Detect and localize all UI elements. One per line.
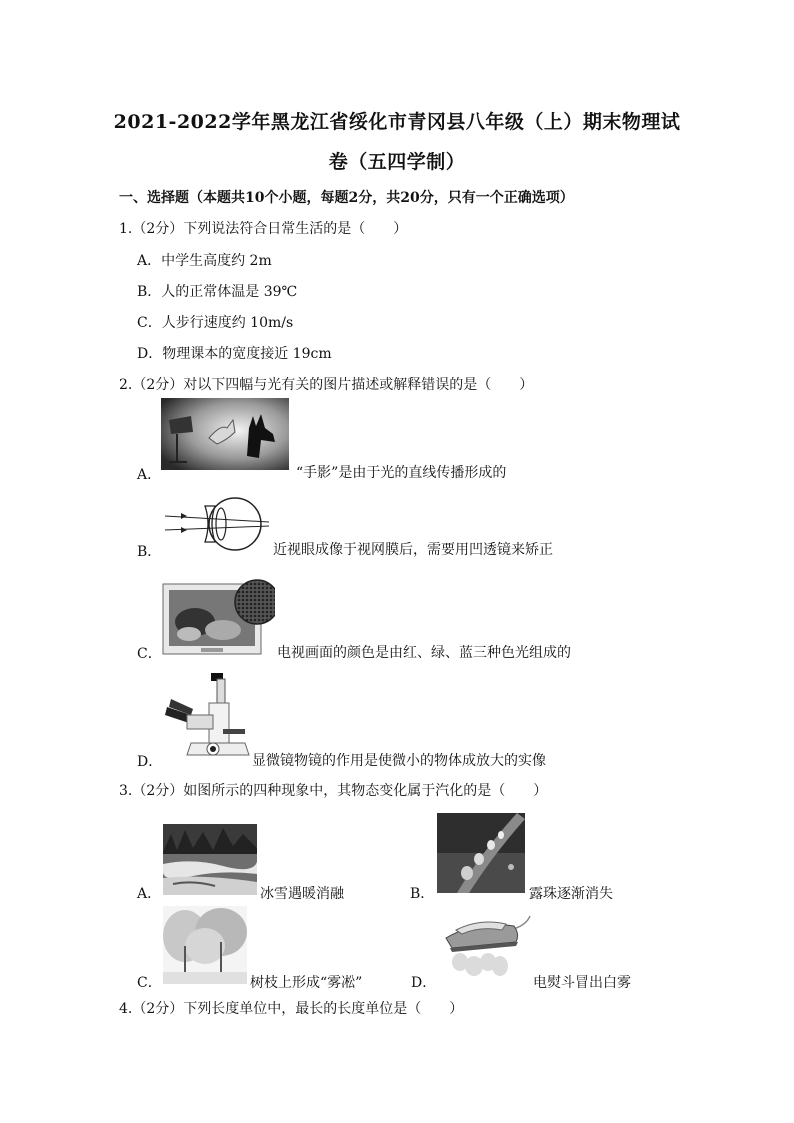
question-1-option-c[interactable]: C．人步行速度约 10m/s	[137, 315, 294, 331]
question-1-option-d[interactable]: D．物理课本的宽度接近 19cm	[137, 346, 332, 362]
question-4-stem: 4.（2分）下列长度单位中，最长的长度单位是（ ）	[119, 1001, 464, 1017]
page-title-line-1: 2021-2022学年黑龙江省绥化市青冈县八年级（上）期末物理试	[113, 111, 681, 133]
question-2-option-a-text: “手影”是由于光的直线传播形成的	[296, 465, 507, 481]
question-2-option-b-letter[interactable]: B．	[137, 544, 162, 560]
question-3-option-b-text: 露珠逐渐消失	[529, 886, 613, 902]
question-3-option-a-letter[interactable]: A．	[137, 886, 162, 902]
tv-screen-image	[161, 578, 275, 658]
question-3-option-b-letter[interactable]: B．	[410, 886, 435, 902]
melting-snow-image	[163, 824, 257, 895]
hand-shadow-image	[161, 398, 289, 470]
question-3-option-c-text: 树枝上形成“雾凇”	[250, 975, 363, 991]
microscope-image	[161, 671, 253, 763]
question-2-option-c-text: 电视画面的颜色是由红、绿、蓝三种色光组成的	[277, 645, 571, 661]
question-1-option-a[interactable]: A．中学生高度约 2m	[137, 253, 272, 269]
eye-lens-diagram	[161, 494, 273, 554]
page-title-line-2: 卷（五四学制）	[328, 151, 466, 173]
question-2-option-a-letter[interactable]: A．	[137, 467, 162, 483]
question-3-stem: 3.（2分）如图所示的四种现象中，其物态变化属于汽化的是（ ）	[119, 783, 548, 799]
question-2-stem: 2.（2分）对以下四幅与光有关的图片描述或解释错误的是（ ）	[119, 377, 534, 393]
question-2-option-b-text: 近视眼成像于视网膜后，需要用凹透镜来矫正	[273, 542, 553, 558]
question-1-stem: 1.（2分）下列说法符合日常生活的是（ ）	[119, 221, 408, 237]
dew-drops-image	[437, 813, 525, 893]
steam-iron-image	[436, 912, 532, 984]
question-2-option-d-letter[interactable]: D．	[137, 754, 163, 770]
rime-trees-image	[163, 906, 247, 984]
question-3-option-c-letter[interactable]: C．	[137, 975, 162, 991]
question-2-option-d-text: 显微镜物镜的作用是使微小的物体成放大的实像	[252, 753, 546, 769]
question-2-option-c-letter[interactable]: C．	[137, 646, 162, 662]
question-3-option-a-text: 冰雪遇暖消融	[260, 886, 344, 902]
section-heading: 一、选择题（本题共10个小题，每题2分，共20分，只有一个正确选项）	[119, 190, 574, 206]
question-3-option-d-letter[interactable]: D．	[411, 975, 437, 991]
question-3-option-d-text: 电熨斗冒出白雾	[533, 975, 631, 991]
question-1-option-b[interactable]: B．人的正常体温是 39℃	[137, 284, 298, 300]
